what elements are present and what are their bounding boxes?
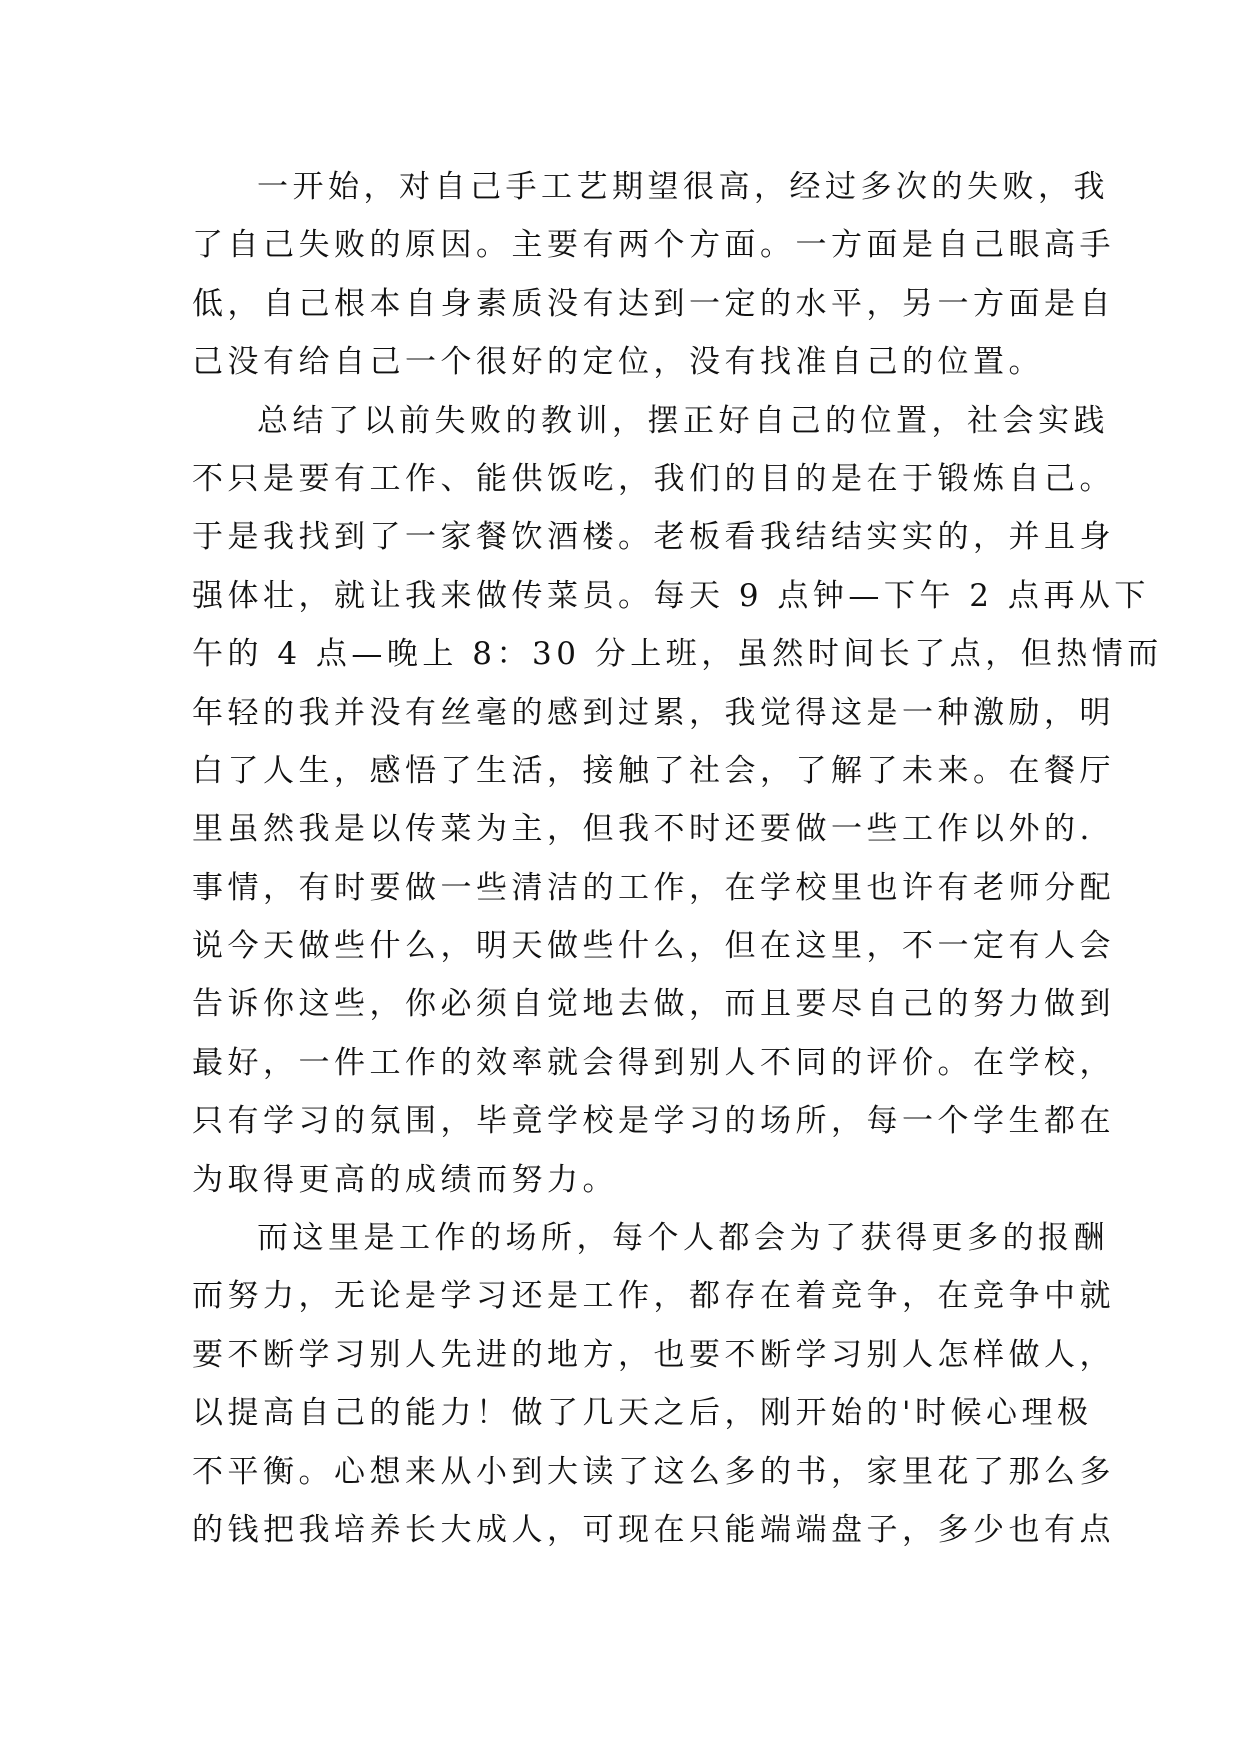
text-line: 一开始，对自己手工艺期望很高，经过多次的失败，我 bbox=[257, 169, 1109, 205]
text-line: 而努力，无论是学习还是工作，都存在着竞争，在竞争中就 bbox=[192, 1278, 1115, 1315]
text-line: 而这里是工作的场所，每个人都会为了获得更多的报酬 bbox=[257, 1220, 1109, 1257]
text-line: 的钱把我培养长大成人，可现在只能端端盘子，多少也有点 bbox=[192, 1511, 1115, 1548]
text-line: 最好，一件工作的效率就会得到别人不同的评价。在学校， bbox=[192, 1044, 1115, 1081]
text-line: 为取得更高的成绩而努力。 bbox=[192, 1161, 618, 1198]
text-line: 只有学习的氛围，毕竟学校是学习的场所，每一个学生都在 bbox=[192, 1103, 1115, 1140]
text-line: 告诉你这些，你必须自觉地去做，而且要尽自己的努力做到 bbox=[192, 986, 1115, 1023]
text-line: 事情，有时要做一些清洁的工作，在学校里也许有老师分配 bbox=[192, 869, 1115, 906]
text-line: 午的 4 点—晚上 8：30 分上班，虽然时间长了点，但热情而 bbox=[192, 636, 1163, 673]
text-line: 己没有给自己一个很好的定位，没有找准自己的位置。 bbox=[192, 344, 1044, 381]
text-line: 以提高自己的能力！做了几天之后，刚开始的'时候心理极 bbox=[192, 1395, 1093, 1432]
text-line: 要不断学习别人先进的地方，也要不断学习别人怎样做人， bbox=[192, 1336, 1115, 1373]
text-line: 里虽然我是以传菜为主，但我不时还要做一些工作以外的. bbox=[192, 811, 1094, 848]
text-line: 了自己失败的原因。主要有两个方面。一方面是自己眼高手 bbox=[192, 227, 1115, 264]
text-line: 总结了以前失败的教训，摆正好自己的位置，社会实践 bbox=[257, 402, 1109, 439]
document-body bbox=[192, 158, 1163, 1559]
text-line: 不平衡。心想来从小到大读了这么多的书，家里花了那么多 bbox=[192, 1453, 1115, 1490]
text-line: 低，自己根本自身素质没有达到一定的水平，另一方面是自 bbox=[192, 285, 1115, 322]
text-line: 不只是要有工作、能供饭吃，我们的目的是在于锻炼自己。 bbox=[192, 460, 1115, 497]
text-line: 于是我找到了一家餐饮酒楼。老板看我结结实实的，并且身 bbox=[192, 519, 1115, 556]
text-line: 年轻的我并没有丝毫的感到过累，我觉得这是一种激励，明 bbox=[192, 694, 1115, 731]
text-line: 说今天做些什么，明天做些什么，但在这里，不一定有人会 bbox=[192, 928, 1115, 965]
text-line: 强体壮，就让我来做传菜员。每天 9 点钟—下午 2 点再从下 bbox=[192, 577, 1150, 614]
text-line: 白了人生，感悟了生活，接触了社会，了解了未来。在餐厅 bbox=[192, 752, 1115, 789]
